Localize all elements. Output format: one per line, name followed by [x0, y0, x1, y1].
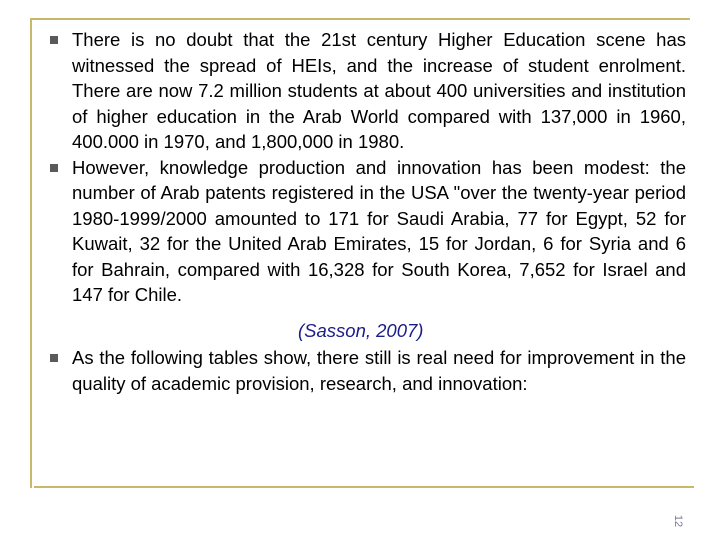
bullet-item-patents	[48, 155, 686, 308]
bottom-border-rule	[34, 486, 694, 488]
bullet-text: As the following tables show, there still is real need for improvement in the quality of academic provision, research, and innovation:	[72, 347, 686, 394]
square-bullet-icon	[50, 164, 58, 172]
bullet-text: There is no doubt that the 21st century Higher Education scene has witnessed the spread of HEIs, and the increase of student enrolment. There are now 7.2 million students at about 400 universities and institution of higher education in the Arab World compared with 137,000 in 1960, 400.000 in 1970, and 1,800,000 in 1980.	[72, 29, 686, 152]
slide-content	[48, 27, 686, 396]
square-bullet-icon	[50, 36, 58, 44]
square-bullet-icon	[50, 354, 58, 362]
bullet-text: However, knowledge production and innovation has been modest: the number of Arab patents registered in the USA "over the twenty-year period 1980-1999/2000 amounted to 171 for Saudi Arabia, 77 for Egypt, 52 for Kuwait, 32 for the United Arab Emirates, 15 for Jordan, 6 for Syria and 6 for Bahrain, compared with 16,328 for South Korea, 7,652 for Israel and 147 for Chile.	[72, 156, 686, 305]
left-border-rule	[30, 18, 32, 488]
bullet-item-enrolment	[48, 27, 686, 155]
page-number: 12	[672, 514, 685, 528]
citation: (Sasson, 2007)	[298, 319, 424, 341]
top-border-rule	[30, 18, 690, 20]
bullet-item-improvement	[48, 345, 686, 396]
